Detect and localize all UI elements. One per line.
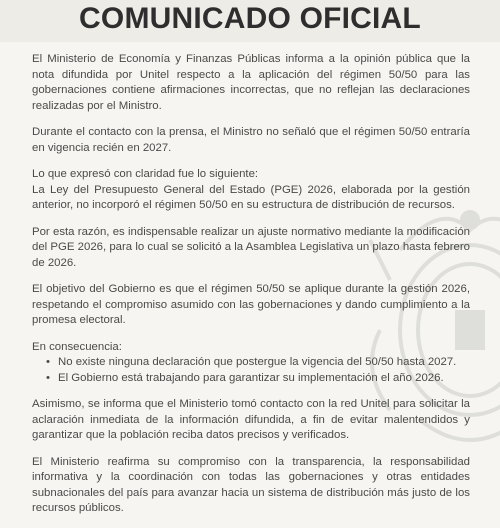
paragraph-clarification-body: La Ley del Presupuesto General del Estado (PGE) 2026, elaborada por la gestión anterior, no incorporó el régimen 50/50 en su estructura de distribución de recursos. xyxy=(32,183,470,211)
paragraph-intro: El Ministerio de Economía y Finanzas Públicas informa a la opinión pública que la nota difundida por Unitel respecto a la aplicación del régimen 50/50 para las gobernaciones contiene afirmaciones incorrectas, que no reflejan las declaraciones realizadas por el Ministro. xyxy=(32,53,470,112)
list-item: • El Gobierno está trabajando para garantizar su implementación el año 2026. xyxy=(46,371,470,387)
paragraph-clarification-intro: Lo que expresó con claridad fue lo siguiente: xyxy=(32,168,259,180)
page-title: COMUNICADO OFICIAL xyxy=(79,2,421,35)
paragraph-press-contact: Durante el contacto con la prensa, el Ministro no señaló que el régimen 50/50 entraría en vigencia recién en 2027. xyxy=(32,126,470,154)
paragraph-objective: El objetivo del Gobierno es que el régimen 50/50 se aplique durante la gestión 2026, respetando el compromiso asumido con las gobernaciones y dando cumplimiento a la promesa electoral. xyxy=(32,283,470,326)
paragraph-commitment: El Ministerio reafirma su compromiso con la transparencia, la responsabilidad informativa y la coordinación con todas las gobernaciones y otras entidades subnacionales del país para avanzar hacia un sistema de distribución más justo de los recursos públicos. xyxy=(32,455,470,514)
paragraph-adjustment: Por esta razón, es indispensable realizar un ajuste normativo mediante la modificación del PGE 2026, para lo cual se solicitó a la Asamblea Legislativa un plazo hasta febrero de 2026. xyxy=(32,225,470,269)
communique-body xyxy=(32,52,470,528)
consequence-list xyxy=(32,355,470,386)
list-item: • No existe ninguna declaración que postergue la vigencia del 50/50 hasta 2027. xyxy=(46,355,470,371)
paragraph-unitel-contact: Asimismo, se informa que el Ministerio tomó contacto con la red Unitel para solicitar la aclaración inmediata de la información difundida, a fin de evitar malentendidos y garantizar que la población reciba datos precisos y verificados. xyxy=(32,398,470,441)
paragraph-consequence-intro: En consecuencia: xyxy=(32,340,122,353)
